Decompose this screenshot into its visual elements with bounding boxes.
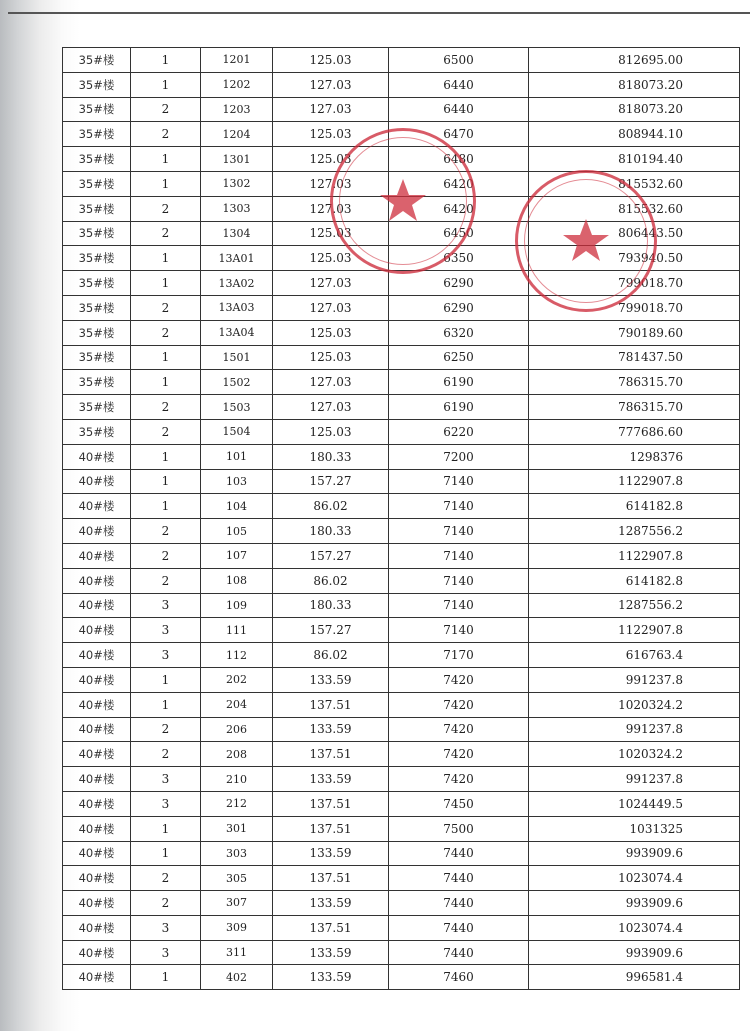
unit-cell: 2 <box>131 866 201 891</box>
building-cell: 40#楼 <box>63 940 131 965</box>
total-price-cell: 993909.6 <box>529 940 740 965</box>
unit-price-cell: 7140 <box>389 469 529 494</box>
table-row <box>63 767 740 792</box>
unit-cell: 3 <box>131 618 201 643</box>
total-price-cell: 799018.70 <box>529 271 740 296</box>
building-cell: 35#楼 <box>63 48 131 73</box>
area-cell: 86.02 <box>273 643 389 668</box>
room-number-cell: 13A01 <box>201 246 273 271</box>
table-row <box>63 816 740 841</box>
unit-price-cell: 6190 <box>389 395 529 420</box>
building-cell: 40#楼 <box>63 519 131 544</box>
area-cell: 137.51 <box>273 791 389 816</box>
unit-price-cell: 7500 <box>389 816 529 841</box>
area-cell: 127.03 <box>273 395 389 420</box>
table-row <box>63 742 740 767</box>
unit-cell: 1 <box>131 667 201 692</box>
total-price-cell: 991237.8 <box>529 717 740 742</box>
total-price-cell: 1023074.4 <box>529 915 740 940</box>
table-row <box>63 171 740 196</box>
total-price-cell: 777686.60 <box>529 419 740 444</box>
unit-price-cell: 6320 <box>389 320 529 345</box>
unit-cell: 1 <box>131 171 201 196</box>
room-number-cell: 1202 <box>201 72 273 97</box>
area-cell: 125.03 <box>273 147 389 172</box>
building-cell: 40#楼 <box>63 717 131 742</box>
table-row <box>63 444 740 469</box>
building-cell: 40#楼 <box>63 692 131 717</box>
building-cell: 40#楼 <box>63 444 131 469</box>
room-number-cell: 13A03 <box>201 295 273 320</box>
unit-cell: 1 <box>131 370 201 395</box>
building-cell: 35#楼 <box>63 147 131 172</box>
room-number-cell: 1501 <box>201 345 273 370</box>
room-number-cell: 1301 <box>201 147 273 172</box>
room-number-cell: 109 <box>201 593 273 618</box>
table-row <box>63 692 740 717</box>
unit-cell: 1 <box>131 494 201 519</box>
area-cell: 180.33 <box>273 519 389 544</box>
room-number-cell: 104 <box>201 494 273 519</box>
area-cell: 125.03 <box>273 221 389 246</box>
unit-price-cell: 7440 <box>389 940 529 965</box>
room-number-cell: 309 <box>201 915 273 940</box>
total-price-cell: 614182.8 <box>529 494 740 519</box>
unit-price-cell: 7140 <box>389 593 529 618</box>
unit-cell: 2 <box>131 419 201 444</box>
area-cell: 127.03 <box>273 196 389 221</box>
area-cell: 133.59 <box>273 965 389 990</box>
total-price-cell: 1122907.8 <box>529 618 740 643</box>
unit-cell: 2 <box>131 742 201 767</box>
area-cell: 133.59 <box>273 717 389 742</box>
area-cell: 137.51 <box>273 915 389 940</box>
table-row <box>63 643 740 668</box>
unit-price-cell: 7450 <box>389 791 529 816</box>
building-cell: 35#楼 <box>63 97 131 122</box>
building-cell: 40#楼 <box>63 841 131 866</box>
unit-cell: 1 <box>131 965 201 990</box>
area-cell: 133.59 <box>273 767 389 792</box>
total-price-cell: 993909.6 <box>529 841 740 866</box>
building-cell: 40#楼 <box>63 816 131 841</box>
unit-cell: 3 <box>131 915 201 940</box>
total-price-cell: 1023074.4 <box>529 866 740 891</box>
area-cell: 137.51 <box>273 866 389 891</box>
area-cell: 125.03 <box>273 419 389 444</box>
total-price-cell: 818073.20 <box>529 72 740 97</box>
total-price-cell: 812695.00 <box>529 48 740 73</box>
table-row <box>63 320 740 345</box>
unit-price-cell: 6440 <box>389 72 529 97</box>
room-number-cell: 202 <box>201 667 273 692</box>
area-cell: 157.27 <box>273 618 389 643</box>
room-number-cell: 303 <box>201 841 273 866</box>
table-row <box>63 915 740 940</box>
total-price-cell: 1122907.8 <box>529 469 740 494</box>
unit-cell: 2 <box>131 97 201 122</box>
price-table <box>62 47 740 990</box>
total-price-cell: 1031325 <box>529 816 740 841</box>
unit-price-cell: 7420 <box>389 717 529 742</box>
area-cell: 137.51 <box>273 816 389 841</box>
area-cell: 127.03 <box>273 171 389 196</box>
total-price-cell: 1298376 <box>529 444 740 469</box>
room-number-cell: 1303 <box>201 196 273 221</box>
room-number-cell: 105 <box>201 519 273 544</box>
total-price-cell: 1024449.5 <box>529 791 740 816</box>
area-cell: 125.03 <box>273 320 389 345</box>
unit-cell: 3 <box>131 593 201 618</box>
total-price-cell: 806443.50 <box>529 221 740 246</box>
building-cell: 40#楼 <box>63 543 131 568</box>
building-cell: 40#楼 <box>63 891 131 916</box>
table-row <box>63 246 740 271</box>
building-cell: 40#楼 <box>63 767 131 792</box>
room-number-cell: 301 <box>201 816 273 841</box>
total-price-cell: 786315.70 <box>529 370 740 395</box>
unit-price-cell: 6290 <box>389 295 529 320</box>
table-row <box>63 419 740 444</box>
total-price-cell: 996581.4 <box>529 965 740 990</box>
building-cell: 35#楼 <box>63 196 131 221</box>
unit-price-cell: 6480 <box>389 147 529 172</box>
total-price-cell: 1020324.2 <box>529 742 740 767</box>
area-cell: 127.03 <box>273 97 389 122</box>
total-price-cell: 799018.70 <box>529 295 740 320</box>
price-table-body <box>63 48 740 990</box>
area-cell: 180.33 <box>273 593 389 618</box>
area-cell: 157.27 <box>273 469 389 494</box>
table-row <box>63 48 740 73</box>
room-number-cell: 212 <box>201 791 273 816</box>
room-number-cell: 206 <box>201 717 273 742</box>
unit-cell: 2 <box>131 320 201 345</box>
area-cell: 127.03 <box>273 271 389 296</box>
unit-price-cell: 6350 <box>389 246 529 271</box>
area-cell: 180.33 <box>273 444 389 469</box>
room-number-cell: 107 <box>201 543 273 568</box>
total-price-cell: 786315.70 <box>529 395 740 420</box>
table-row <box>63 940 740 965</box>
building-cell: 35#楼 <box>63 72 131 97</box>
table-row <box>63 494 740 519</box>
room-number-cell: 103 <box>201 469 273 494</box>
room-number-cell: 305 <box>201 866 273 891</box>
unit-cell: 3 <box>131 791 201 816</box>
table-row <box>63 618 740 643</box>
room-number-cell: 1503 <box>201 395 273 420</box>
unit-cell: 2 <box>131 519 201 544</box>
unit-price-cell: 7440 <box>389 866 529 891</box>
unit-cell: 1 <box>131 841 201 866</box>
building-cell: 40#楼 <box>63 618 131 643</box>
room-number-cell: 112 <box>201 643 273 668</box>
area-cell: 137.51 <box>273 742 389 767</box>
unit-price-cell: 7140 <box>389 618 529 643</box>
table-row <box>63 593 740 618</box>
unit-price-cell: 6190 <box>389 370 529 395</box>
unit-cell: 3 <box>131 643 201 668</box>
unit-price-cell: 6290 <box>389 271 529 296</box>
area-cell: 137.51 <box>273 692 389 717</box>
table-row <box>63 717 740 742</box>
area-cell: 127.03 <box>273 72 389 97</box>
unit-cell: 2 <box>131 543 201 568</box>
unit-cell: 2 <box>131 295 201 320</box>
table-row <box>63 667 740 692</box>
unit-cell: 2 <box>131 395 201 420</box>
unit-price-cell: 7140 <box>389 568 529 593</box>
building-cell: 40#楼 <box>63 568 131 593</box>
table-row <box>63 72 740 97</box>
total-price-cell: 810194.40 <box>529 147 740 172</box>
total-price-cell: 991237.8 <box>529 767 740 792</box>
room-number-cell: 210 <box>201 767 273 792</box>
building-cell: 35#楼 <box>63 122 131 147</box>
area-cell: 133.59 <box>273 940 389 965</box>
unit-price-cell: 6420 <box>389 171 529 196</box>
unit-price-cell: 6500 <box>389 48 529 73</box>
building-cell: 35#楼 <box>63 221 131 246</box>
building-cell: 40#楼 <box>63 791 131 816</box>
room-number-cell: 204 <box>201 692 273 717</box>
unit-cell: 1 <box>131 345 201 370</box>
unit-price-cell: 7460 <box>389 965 529 990</box>
unit-cell: 2 <box>131 196 201 221</box>
area-cell: 133.59 <box>273 891 389 916</box>
room-number-cell: 108 <box>201 568 273 593</box>
building-cell: 40#楼 <box>63 866 131 891</box>
table-row <box>63 122 740 147</box>
unit-cell: 2 <box>131 221 201 246</box>
unit-price-cell: 7420 <box>389 742 529 767</box>
total-price-cell: 781437.50 <box>529 345 740 370</box>
unit-price-cell: 7140 <box>389 543 529 568</box>
area-cell: 86.02 <box>273 568 389 593</box>
unit-cell: 2 <box>131 568 201 593</box>
unit-cell: 2 <box>131 122 201 147</box>
table-row <box>63 370 740 395</box>
total-price-cell: 614182.8 <box>529 568 740 593</box>
building-cell: 35#楼 <box>63 171 131 196</box>
unit-cell: 1 <box>131 444 201 469</box>
table-row <box>63 568 740 593</box>
unit-cell: 1 <box>131 48 201 73</box>
total-price-cell: 808944.10 <box>529 122 740 147</box>
table-row <box>63 543 740 568</box>
area-cell: 125.03 <box>273 246 389 271</box>
room-number-cell: 311 <box>201 940 273 965</box>
unit-cell: 1 <box>131 692 201 717</box>
area-cell: 125.03 <box>273 345 389 370</box>
area-cell: 86.02 <box>273 494 389 519</box>
table-row <box>63 866 740 891</box>
unit-price-cell: 7420 <box>389 692 529 717</box>
building-cell: 35#楼 <box>63 370 131 395</box>
room-number-cell: 1304 <box>201 221 273 246</box>
building-cell: 40#楼 <box>63 494 131 519</box>
area-cell: 127.03 <box>273 370 389 395</box>
building-cell: 35#楼 <box>63 395 131 420</box>
table-row <box>63 147 740 172</box>
table-row <box>63 221 740 246</box>
table-row <box>63 196 740 221</box>
total-price-cell: 1020324.2 <box>529 692 740 717</box>
total-price-cell: 1122907.8 <box>529 543 740 568</box>
building-cell: 35#楼 <box>63 419 131 444</box>
room-number-cell: 1504 <box>201 419 273 444</box>
total-price-cell: 616763.4 <box>529 643 740 668</box>
room-number-cell: 1502 <box>201 370 273 395</box>
total-price-cell: 818073.20 <box>529 97 740 122</box>
building-cell: 35#楼 <box>63 246 131 271</box>
total-price-cell: 991237.8 <box>529 667 740 692</box>
area-cell: 125.03 <box>273 122 389 147</box>
room-number-cell: 208 <box>201 742 273 767</box>
unit-price-cell: 6250 <box>389 345 529 370</box>
table-row <box>63 791 740 816</box>
area-cell: 157.27 <box>273 543 389 568</box>
unit-price-cell: 7440 <box>389 841 529 866</box>
total-price-cell: 1287556.2 <box>529 593 740 618</box>
table-row <box>63 965 740 990</box>
unit-cell: 1 <box>131 271 201 296</box>
room-number-cell: 1302 <box>201 171 273 196</box>
area-cell: 133.59 <box>273 667 389 692</box>
unit-cell: 1 <box>131 469 201 494</box>
room-number-cell: 101 <box>201 444 273 469</box>
building-cell: 35#楼 <box>63 295 131 320</box>
table-row <box>63 295 740 320</box>
total-price-cell: 790189.60 <box>529 320 740 345</box>
total-price-cell: 993909.6 <box>529 891 740 916</box>
unit-price-cell: 7140 <box>389 494 529 519</box>
room-number-cell: 13A04 <box>201 320 273 345</box>
unit-price-cell: 7420 <box>389 667 529 692</box>
unit-price-cell: 7200 <box>389 444 529 469</box>
area-cell: 125.03 <box>273 48 389 73</box>
room-number-cell: 1201 <box>201 48 273 73</box>
unit-cell: 1 <box>131 147 201 172</box>
unit-price-cell: 6440 <box>389 97 529 122</box>
total-price-cell: 815532.60 <box>529 171 740 196</box>
building-cell: 40#楼 <box>63 667 131 692</box>
unit-price-cell: 6470 <box>389 122 529 147</box>
building-cell: 40#楼 <box>63 593 131 618</box>
unit-price-cell: 6450 <box>389 221 529 246</box>
page-top-border <box>8 12 750 14</box>
unit-price-cell: 7170 <box>389 643 529 668</box>
total-price-cell: 793940.50 <box>529 246 740 271</box>
unit-price-cell: 7440 <box>389 915 529 940</box>
unit-price-cell: 6220 <box>389 419 529 444</box>
table-row <box>63 841 740 866</box>
table-row <box>63 891 740 916</box>
building-cell: 40#楼 <box>63 965 131 990</box>
building-cell: 35#楼 <box>63 271 131 296</box>
area-cell: 127.03 <box>273 295 389 320</box>
area-cell: 133.59 <box>273 841 389 866</box>
unit-cell: 2 <box>131 891 201 916</box>
table-row <box>63 469 740 494</box>
building-cell: 35#楼 <box>63 320 131 345</box>
room-number-cell: 1204 <box>201 122 273 147</box>
unit-cell: 1 <box>131 246 201 271</box>
building-cell: 40#楼 <box>63 915 131 940</box>
unit-price-cell: 7140 <box>389 519 529 544</box>
unit-price-cell: 6420 <box>389 196 529 221</box>
building-cell: 35#楼 <box>63 345 131 370</box>
total-price-cell: 1287556.2 <box>529 519 740 544</box>
room-number-cell: 402 <box>201 965 273 990</box>
table-row <box>63 519 740 544</box>
total-price-cell: 815532.60 <box>529 196 740 221</box>
room-number-cell: 307 <box>201 891 273 916</box>
table-row <box>63 271 740 296</box>
table-row <box>63 395 740 420</box>
room-number-cell: 111 <box>201 618 273 643</box>
unit-cell: 1 <box>131 816 201 841</box>
table-row <box>63 345 740 370</box>
room-number-cell: 13A02 <box>201 271 273 296</box>
unit-cell: 3 <box>131 940 201 965</box>
unit-cell: 1 <box>131 72 201 97</box>
table-row <box>63 97 740 122</box>
unit-cell: 2 <box>131 717 201 742</box>
unit-price-cell: 7420 <box>389 767 529 792</box>
building-cell: 40#楼 <box>63 643 131 668</box>
unit-price-cell: 7440 <box>389 891 529 916</box>
unit-cell: 3 <box>131 767 201 792</box>
building-cell: 40#楼 <box>63 469 131 494</box>
building-cell: 40#楼 <box>63 742 131 767</box>
room-number-cell: 1203 <box>201 97 273 122</box>
